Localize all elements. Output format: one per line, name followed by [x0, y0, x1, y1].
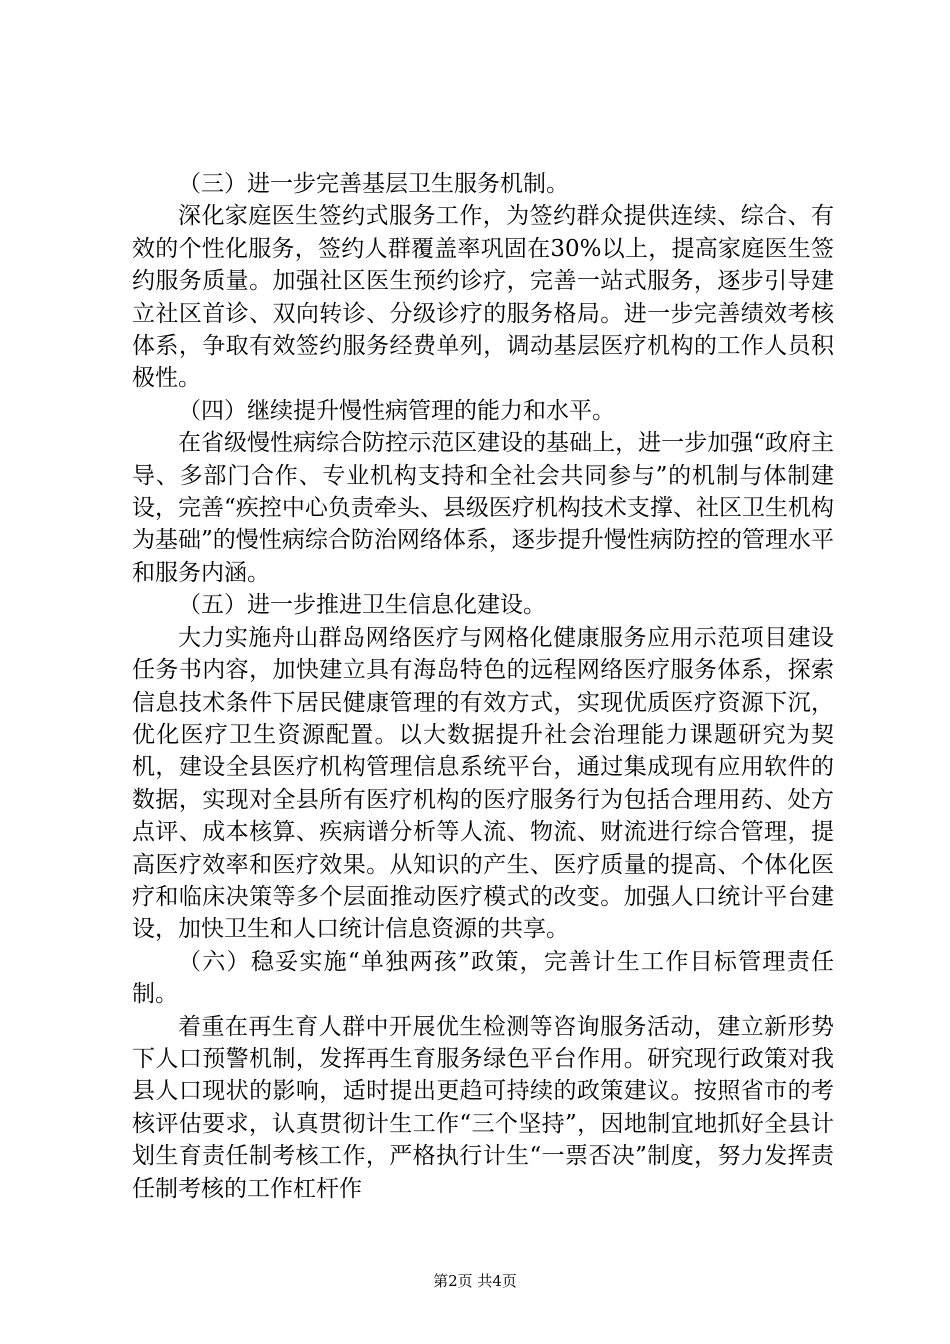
- paragraph-chronic-disease: 在省级慢性病综合防控示范区建设的基础上，进一步加强“政府主导、多部门合作、专业机构支持和全社会共同参与”的机制与体制建设，完善“疾控中心负责牵头、县级医疗机构技术支撑、社区卫生机构为基础”的慢性病综合防治网络体系，逐步提升慢性病防控的管理水平和服务内涵。: [132, 430, 834, 586]
- paragraph-family-planning: 着重在再生育人群中开展优生检测等咨询服务活动，建立新形势下人口预警机制，发挥再生育服务绿色平台作用。研究现行政策对我县人口现状的影响，适时提出更趋可持续的政策建议。按照省市的考核评估要求，认真贯彻计生工作“三个坚持”，因地制宜地抓好全县计划生育责任制考核工作，严格执行计生“一票否决”制度，努力发挥责任制考核的工作杠杆作: [132, 1013, 834, 1202]
- section-heading-5: （五）进一步推进卫生信息化建设。: [178, 592, 546, 619]
- section-heading-4: （四）继续提升慢性病管理的能力和水平。: [178, 397, 615, 424]
- page-footer: 第2页 共4页: [433, 1272, 517, 1290]
- document-body: [132, 168, 834, 1205]
- paragraph-family-doctor: 深化家庭医生签约式服务工作，为签约群众提供连续、综合、有效的个性化服务，签约人群覆盖率巩固在30%以上，提高家庭医生签约服务质量。加强社区医生预约诊疗，完善一站式服务，逐步引导建立社区首诊、双向转诊、分级诊疗的服务格局。进一步完善绩效考核体系，争取有效签约服务经费单列，调动基层医疗机构的工作人员积极性。: [132, 203, 834, 392]
- section-heading-6: （六）稳妥实施“单独两孩”政策，完善计生工作目标管理责任制。: [132, 948, 834, 1008]
- paragraph-informatization: 大力实施舟山群岛网络医疗与网格化健康服务应用示范项目建设任务书内容，加快建立具有海岛特色的远程网络医疗服务体系，探索信息技术条件下居民健康管理的有效方式，实现优质医疗资源下沉，优化医疗卫生资源配置。以大数据提升社会治理能力课题研究为契机，建设全县医疗机构管理信息系统平台，通过集成现有应用软件的数据，实现对全县所有医疗机构的医疗服务行为包括合理用药、处方点评、成本核算、疾病谱分析等人流、物流、财流进行综合管理，提高医疗效率和医疗效果。从知识的产生、医疗质量的提高、个体化医疗和临床决策等多个层面推动医疗模式的改变。加强人口统计平台建设，加快卫生和人口统计信息资源的共享。: [132, 624, 834, 943]
- section-heading-3: （三）进一步完善基层卫生服务机制。: [178, 171, 569, 197]
